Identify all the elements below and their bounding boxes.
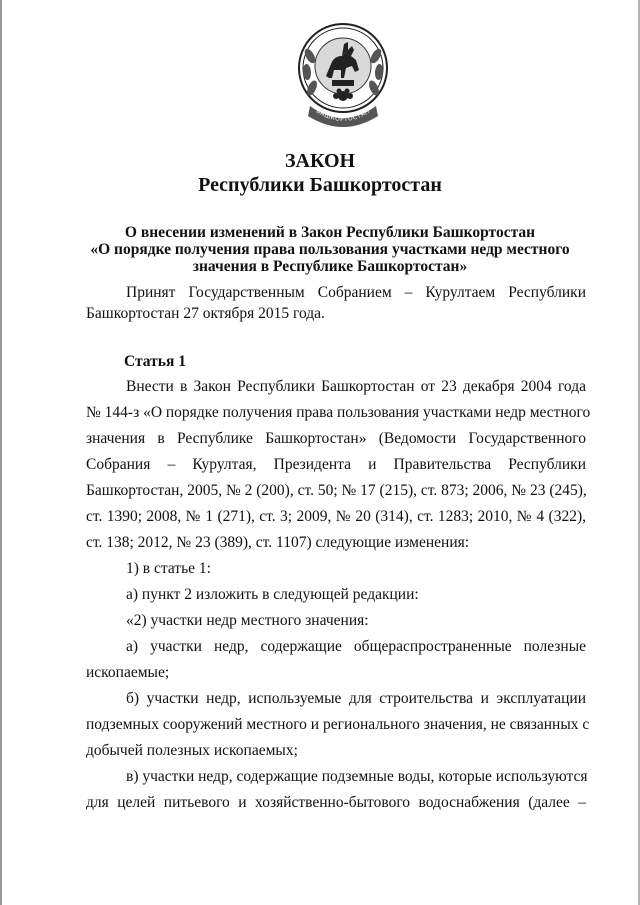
paragraph-line: значения в Республике Башкортостан» (Ведомости Государственного [86,430,586,447]
adoption-line-1: Принят Государственным Собранием – Курултаем Республики [126,284,586,301]
paragraph-line: ст. 1390; 2008, № 1 (271), ст. 3; 2009, № 20 (314), ст. 1283; 2010, № 4 (322), [86,508,586,525]
law-subject [60,224,600,275]
subject-line-3: значения в Республике Башкортостан» [192,258,468,275]
paragraph-line: в) участки недр, содержащие подземные воды, которые используются [126,768,588,785]
paragraph-line: Башкортостан, 2005, № 2 (200), ст. 50; № 17 (215), ст. 873; 2006, № 23 (245), [86,482,587,499]
paragraph-line: а) участки недр, содержащие общераспространенные полезные [126,638,586,655]
scan-edge-left [0,0,2,905]
article-heading: Статья 1 [124,353,186,370]
list-item: «2) участки недр местного значения: [126,612,369,629]
article-body [86,374,591,816]
adoption-note [86,282,586,324]
bashkortostan-coat-of-arms-icon [296,20,390,132]
adoption-line-2: Башкортостан 27 октября 2015 года. [86,305,325,322]
paragraph-line: Внести в Закон Республики Башкортостан от 23 декабря 2004 года [126,378,586,395]
law-subtitle: Республики Башкортостан [198,174,442,196]
paragraph-line: ст. 138; 2012, № 23 (389), ст. 1107) следующие изменения: [86,534,470,551]
paragraph-line: б) участки недр, используемые для строительства и эксплуатации [126,690,586,707]
subject-line-2: «О порядке получения права пользования участками недр местного [90,241,570,258]
paragraph-line: подземных сооружений местного и регионального значения, не связанных с [86,716,590,733]
paragraph-line: Собрания – Курултая, Президента и Правительства Республики [86,456,586,473]
paragraph-line: ископаемые; [86,664,170,681]
emblem-ribbon-text: БАШКОРТОСТАН [314,107,372,124]
list-item: а) пункт 2 изложить в следующей редакции: [126,586,419,603]
subject-line-1: О внесении изменений в Закон Республики Башкортостан [124,224,536,241]
list-item: 1) в статье 1: [126,560,211,577]
paragraph-line: № 144-з «О порядке получения права пользования участками недр местного [86,404,591,421]
paragraph-line: для целей питьевого и хозяйственно-бытового водоснабжения (далее – [86,794,586,811]
law-title: ЗАКОН [284,150,356,172]
paragraph-line: добычей полезных ископаемых; [86,742,298,759]
